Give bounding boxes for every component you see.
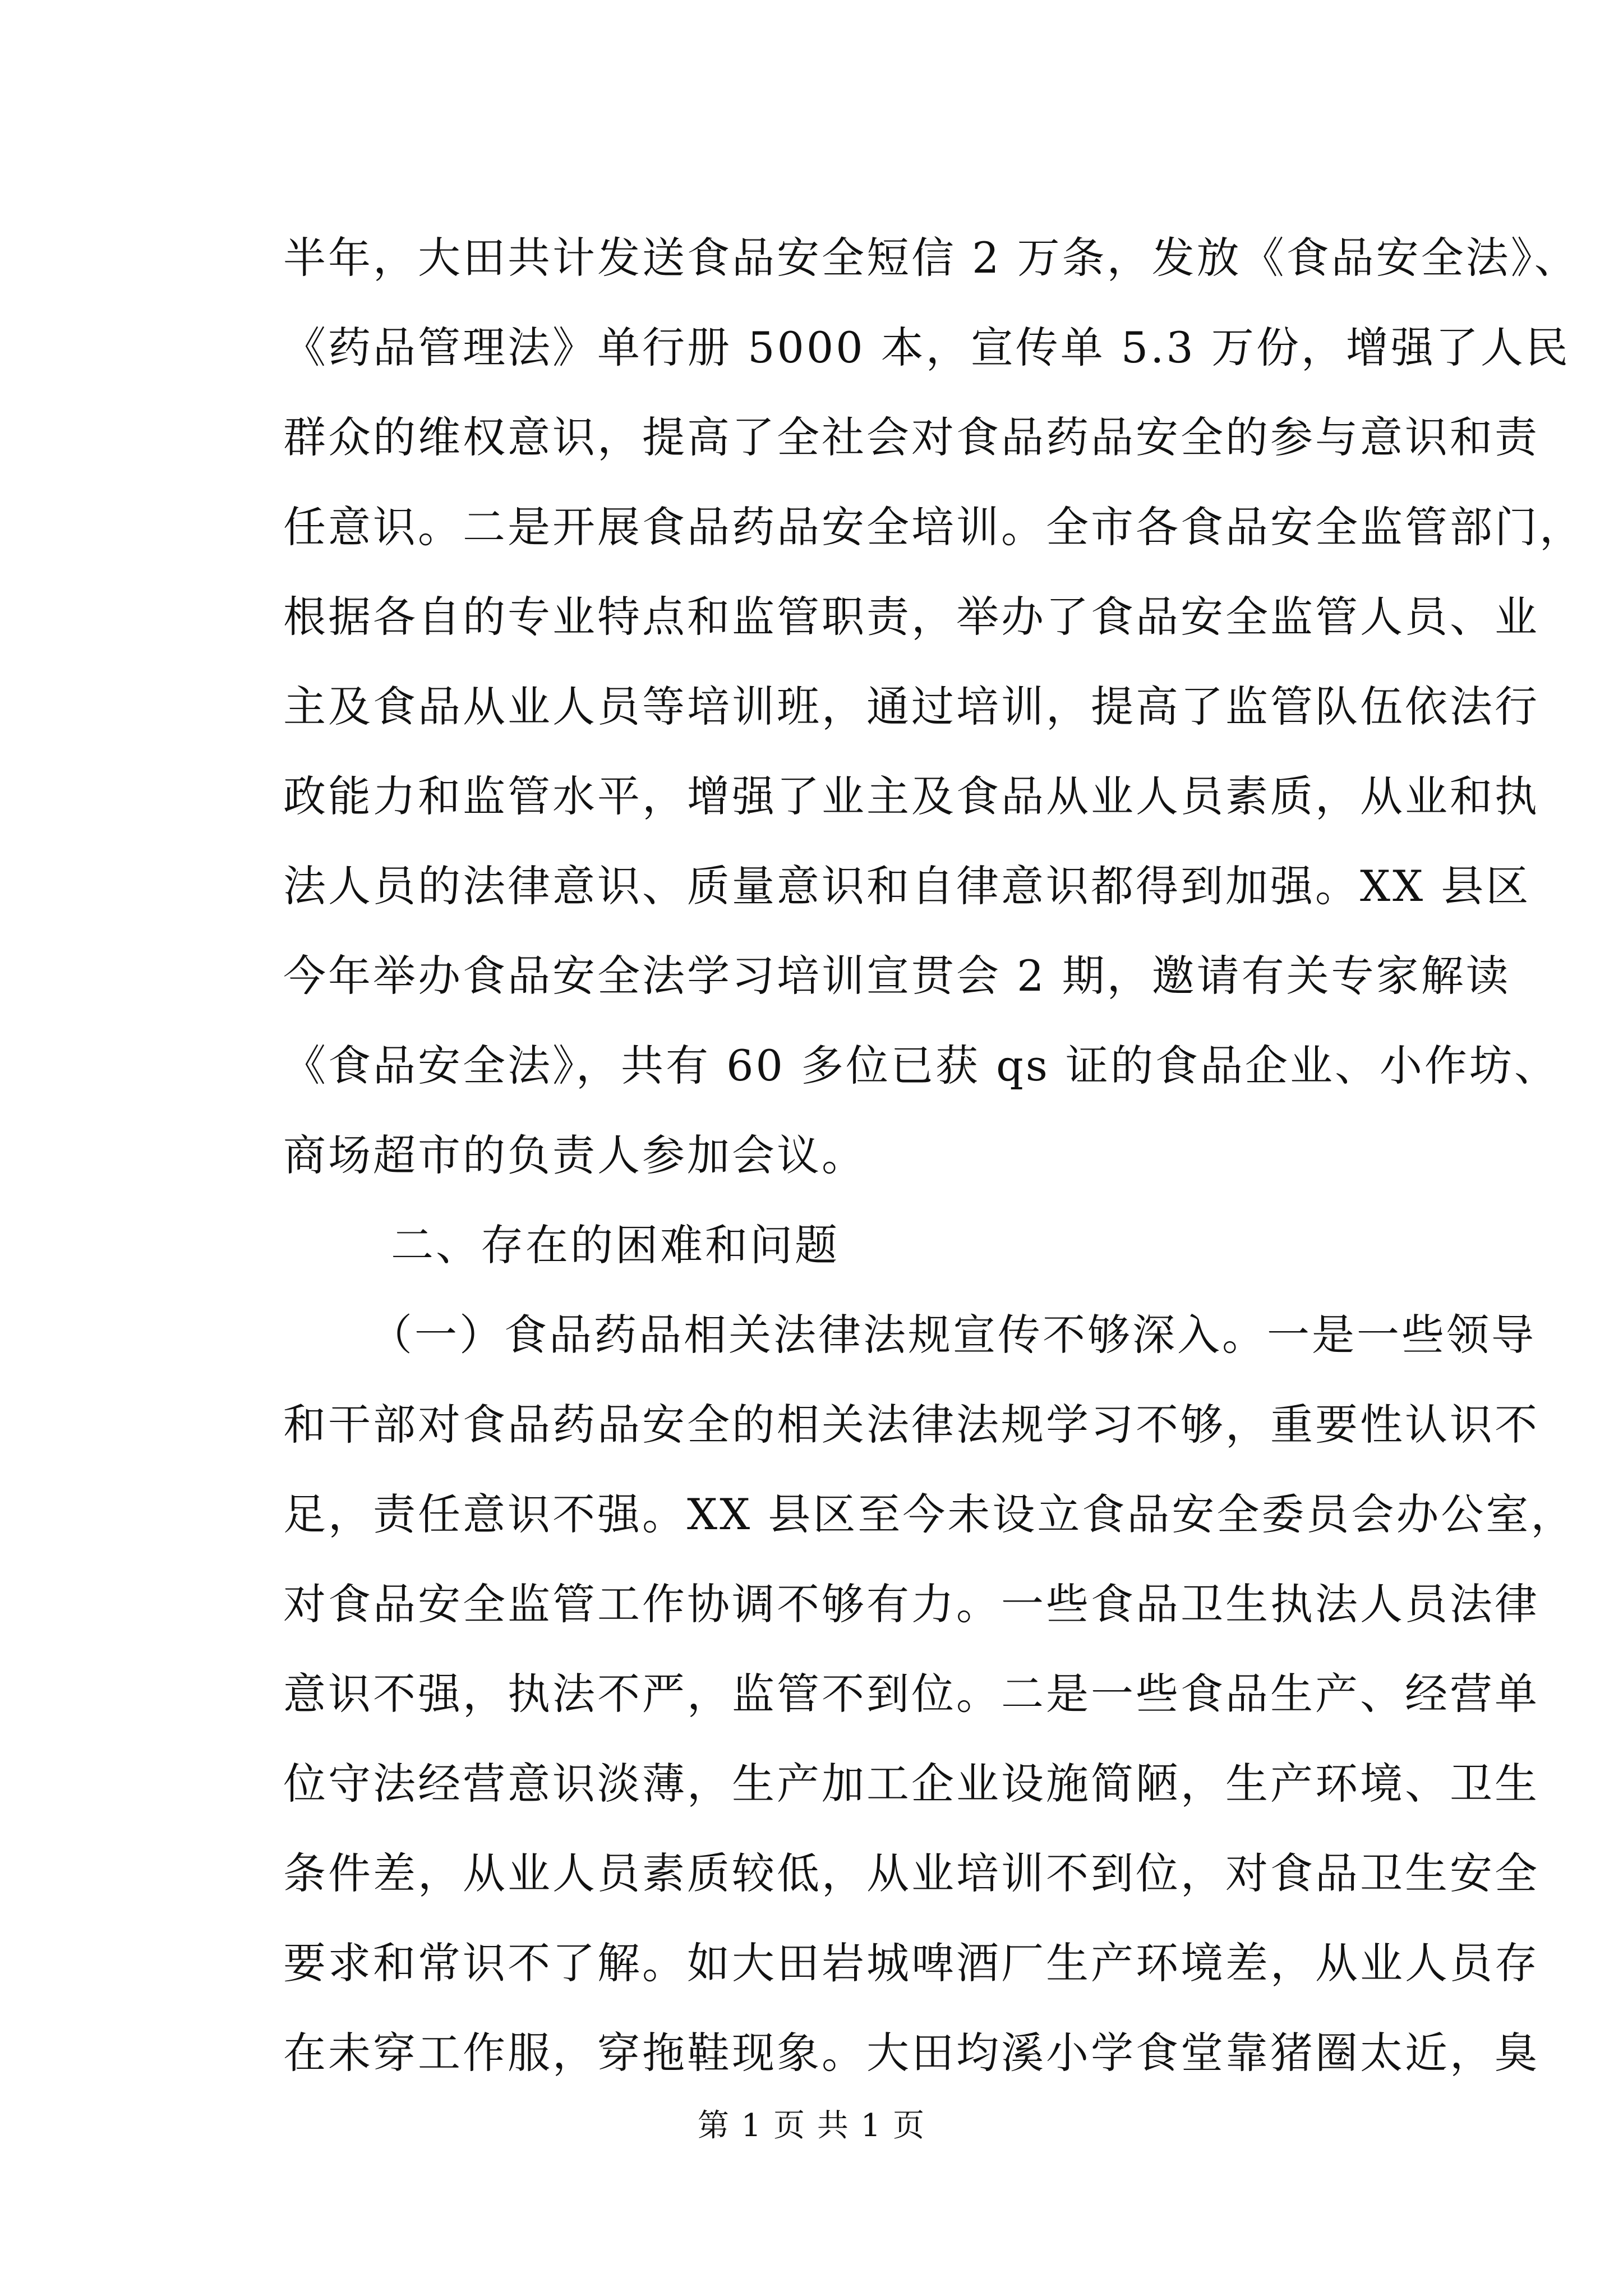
page-number: 第 1 页 共 1 页 (697, 2108, 926, 2144)
text-line: 半年，大田共计发送食品安全短信 2 万条，发放《食品安全法》、 (283, 233, 1579, 283)
text-line: 任意识。二是开展食品药品安全培训。全市各食品安全监管部门， (283, 502, 1584, 552)
text-line: 位守法经营意识淡薄，生产加工企业设施简陋，生产环境、卫生 (283, 1759, 1539, 1809)
text-line: 意识不强，执法不严，监管不到位。二是一些食品生产、经营单 (283, 1669, 1539, 1719)
text-line: 今年举办食品安全法学习培训宣贯会 2 期，邀请有关专家解读 (283, 951, 1511, 1001)
text-line: 《药品管理法》单行册 5000 本，宣传单 5.3 万份，增强了人民 (283, 323, 1570, 372)
text-line: 根据各自的专业特点和监管职责，举办了食品安全监管人员、业 (283, 592, 1539, 642)
text-line: 足，责任意识不强。XX 县区至今未设立食品安全委员会办公室， (283, 1489, 1576, 1539)
text-line: （一）食品药品相关法律法规宣传不够深入。一是一些领导 (301, 1310, 1536, 1360)
document-body (283, 213, 1584, 2098)
text-line: 法人员的法律意识、质量意识和自律意识都得到加强。XX 县区 (283, 861, 1531, 911)
section-heading: 二、存在的困难和问题 (301, 1220, 840, 1270)
text-line: 对食品安全监管工作协调不够有力。一些食品卫生执法人员法律 (283, 1579, 1539, 1629)
text-line: 商场超市的负责人参加会议。 (283, 1130, 866, 1180)
text-line: 在未穿工作服，穿拖鞋现象。大田均溪小学食堂靠猪圈太近，臭 (283, 2028, 1539, 2078)
text-line: 要求和常识不了解。如大田岩城啤酒厂生产环境差，从业人员存 (283, 1938, 1539, 1988)
text-line: 《食品安全法》，共有 60 多位已获 qs 证的食品企业、小作坊、 (283, 1041, 1559, 1091)
text-line: 政能力和监管水平，增强了业主及食品从业人员素质，从业和执 (283, 771, 1539, 821)
text-line: 群众的维权意识，提高了全社会对食品药品安全的参与意识和责 (283, 412, 1539, 462)
page-footer (0, 2106, 1623, 2146)
text-line: 主及食品从业人员等培训班，通过培训，提高了监管队伍依法行 (283, 682, 1539, 731)
text-line: 条件差，从业人员素质较低，从业培训不到位，对食品卫生安全 (283, 1848, 1539, 1898)
text-line: 和干部对食品药品安全的相关法律法规学习不够，重要性认识不 (283, 1400, 1539, 1450)
